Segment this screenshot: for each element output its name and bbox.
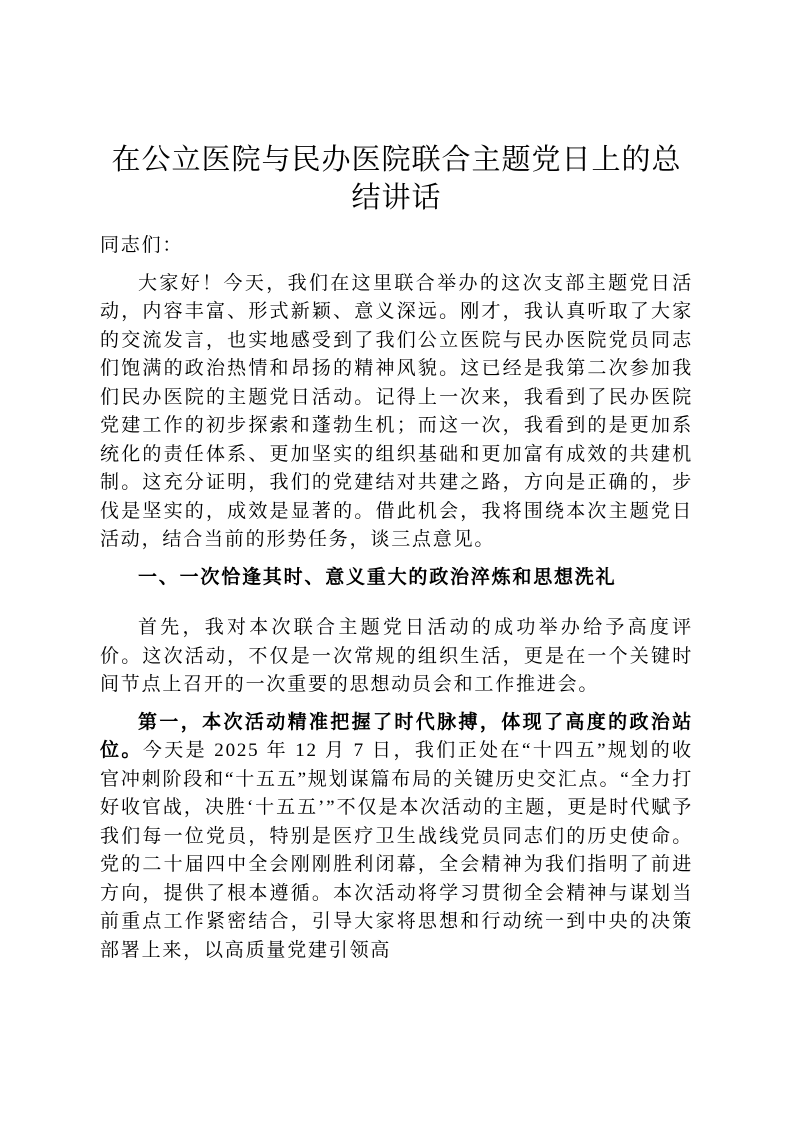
section-1-heading: 一、一次恰逢其时、意义重大的政治淬炼和思想洗礼 — [138, 566, 617, 588]
section-1-paragraph-1: 首先，我对本次联合主题党日活动的成功举办给予高度评价。这次活动，不仅是一次常规的组织生活，更是在一个关键时间节点上召开的一次重要的思想动员会和工作推进会。 — [100, 617, 693, 695]
document-title: 在公立医院与民办医院联合主题党日上的总结讲话 — [111, 144, 682, 214]
point-1-bold-lead: 第一，本次活动精准把握了时代脉搏，体现了高度的政治站位。 — [100, 711, 693, 761]
point-1-body-text: 今天是 2025 年 12 月 7 日，我们正处在“十四五”规划的收官冲刺阶段和“十五五”规划谋篇布局的关键历史交汇点。“全力打好收官战，决胜‘十五五’”不仅是本次活动的主题，更是时代赋予我们每一位党员，特别是医疗卫生战线党员同志们的历史使命。党的二十届四中全会刚刚胜利闭幕，全会精神为我们指明了前进方向，提供了根本遵循。本次活动将学习贯彻全会精神与谋划当前重点工作紧密结合，引导大家将思想和行动统一到中央的决策部署上来，以高质量党建引领高 — [100, 740, 693, 961]
salutation: 同志们： — [100, 235, 184, 256]
intro-paragraph: 大家好！今天，我们在这里联合举办的这次支部主题党日活动，内容丰富、形式新颖、意义深远。刚才，我认真听取了大家的交流发言，也实地感受到了我们公立医院与民办医院党员同志们饱满的政治热情和昂扬的精神风貌。这已经是我第二次参加我们民办医院的主题党日活动。记得上一次来，我看到了民办医院党建工作的初步探索和蓬勃生机；而这一次，我看到的是更加系统化的责任体系、更加坚实的组织基础和更加富有成效的共建机制。这充分证明，我们的党建结对共建之路，方向是正确的，步伐是坚实的，成效是显著的。借此机会，我将围绕本次主题党日活动，结合当前的形势任务，谈三点意见。 — [100, 272, 693, 550]
document-content — [100, 141, 693, 974]
section-1-point-1 — [100, 709, 693, 966]
